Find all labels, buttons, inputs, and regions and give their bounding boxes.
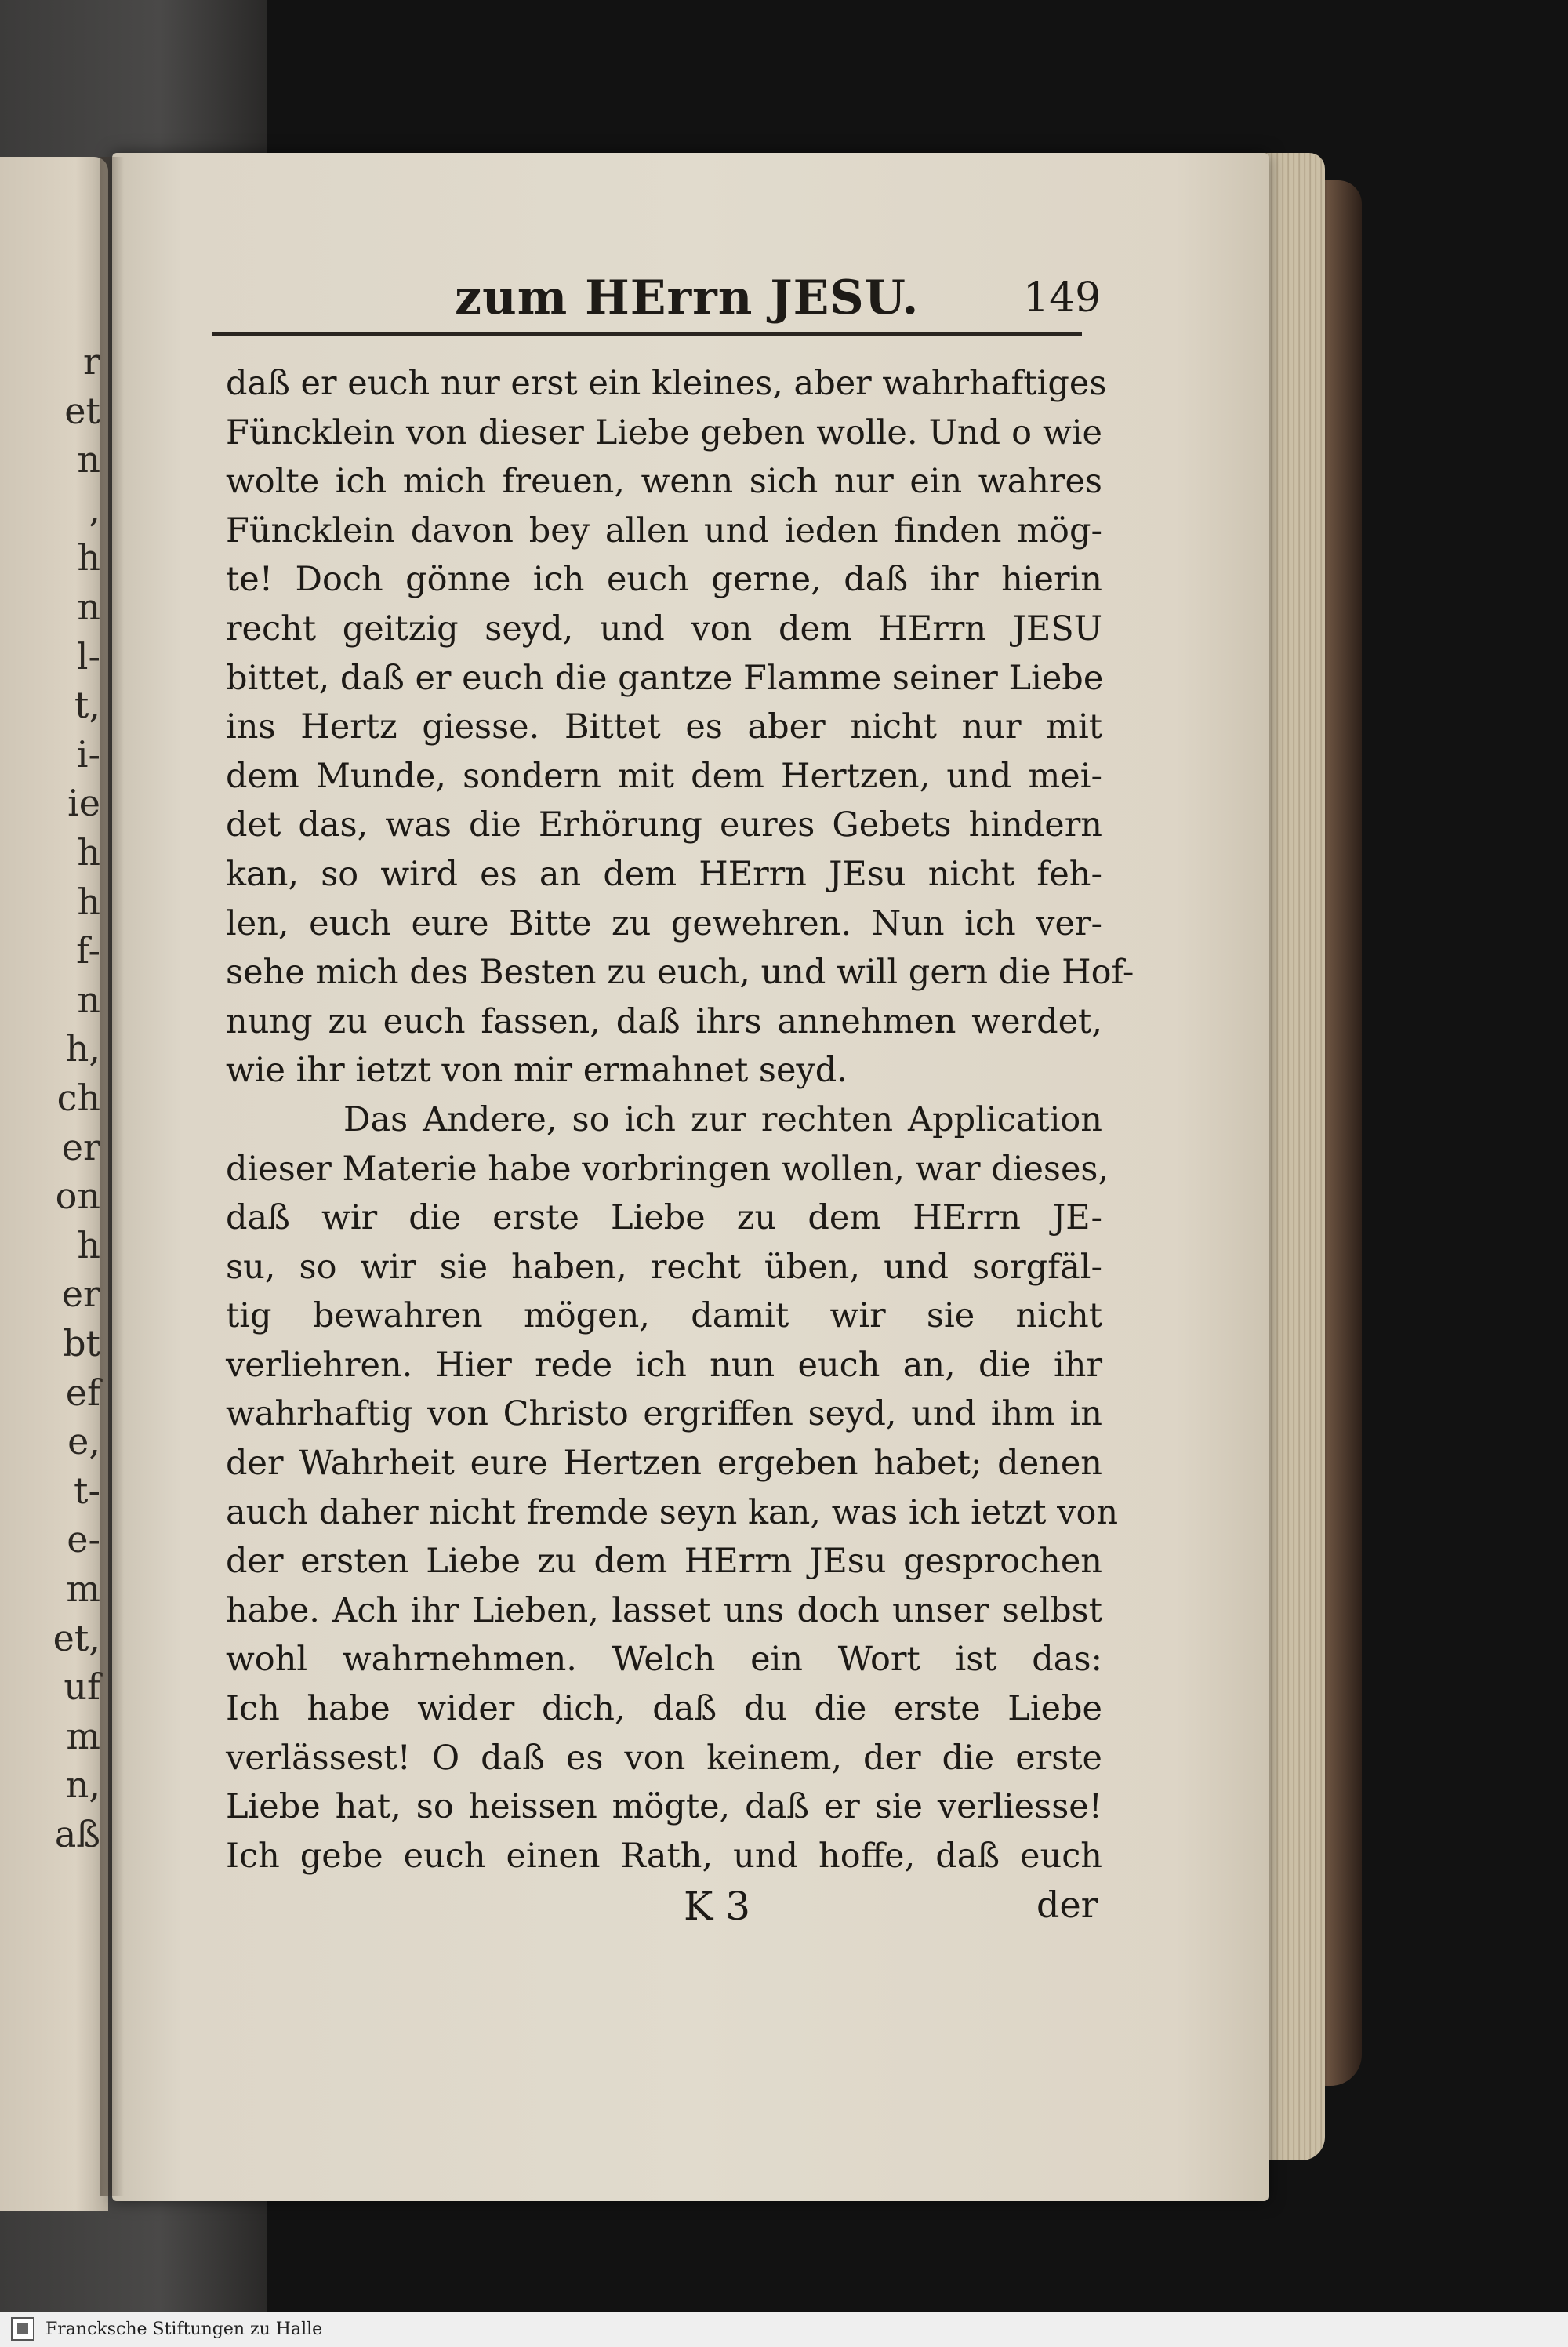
left-page-fragment: r bbox=[83, 340, 100, 383]
text-line: kan, so wird es an dem HErrn JEsu nicht feh- bbox=[226, 854, 1102, 894]
text-line: ins Hertz giesse. Bittet es aber nicht nur mit bbox=[226, 707, 1102, 747]
text-line: Ich gebe euch einen Rath, und hoffe, daß euch bbox=[226, 1836, 1102, 1876]
text-line: wie ihr ietzt von mir ermahnet seyd. bbox=[226, 1051, 848, 1091]
catchword: der bbox=[1036, 1884, 1098, 1926]
institution-logo-icon bbox=[11, 2317, 34, 2341]
left-page-fragment: on bbox=[55, 1175, 100, 1218]
left-page-fragment: f- bbox=[76, 929, 100, 972]
left-page-fragment: bt bbox=[63, 1322, 100, 1364]
book-gutter bbox=[100, 157, 124, 2196]
header-rule bbox=[212, 332, 1082, 336]
left-page-fragment: uf bbox=[64, 1666, 100, 1709]
text-line: auch daher nicht fremde seyn kan, was ich ietzt von bbox=[226, 1492, 1119, 1532]
left-page-fragment: m bbox=[66, 1568, 100, 1610]
text-line: tig bewahren mögen, damit wir sie nicht bbox=[226, 1296, 1102, 1336]
text-line: Füncklein davon bey allen und ieden finden mög- bbox=[226, 510, 1102, 550]
body-text bbox=[226, 359, 1134, 1880]
text-line: dieser Materie habe vorbringen wollen, war dieses, bbox=[226, 1149, 1109, 1189]
left-page-fragment: n bbox=[77, 586, 100, 628]
left-page-fragment: e, bbox=[67, 1420, 100, 1463]
page-number: 149 bbox=[1023, 274, 1102, 322]
left-page-fragment: er bbox=[61, 1125, 100, 1168]
text-line: te! Doch gönne ich euch gerne, daß ihr hierin bbox=[226, 560, 1102, 600]
left-page-fragment: h bbox=[77, 1223, 100, 1266]
left-page-fragment: ie bbox=[67, 782, 100, 825]
left-page-fragment: aß bbox=[54, 1813, 100, 1855]
text-line: bittet, daß er euch die gantze Flamme seiner Liebe bbox=[226, 658, 1104, 698]
text-line: verliehren. Hier rede ich nun euch an, die ihr bbox=[226, 1345, 1102, 1385]
left-facing-page bbox=[0, 157, 108, 2211]
left-page-fragment: ch bbox=[56, 1077, 100, 1119]
text-line: daß wir die erste Liebe zu dem HErrn JE- bbox=[226, 1198, 1102, 1238]
left-page-fragment: , bbox=[89, 487, 100, 530]
text-line: sehe mich des Besten zu euch, und will gern die Hof- bbox=[226, 953, 1134, 993]
left-page-fragment: t, bbox=[74, 684, 100, 727]
left-page-fragment: h bbox=[77, 831, 100, 874]
text-line: dem Munde, sondern mit dem Hertzen, und mei- bbox=[226, 756, 1102, 796]
left-page-fragment: ef bbox=[65, 1371, 100, 1414]
left-page-fragment: e- bbox=[67, 1518, 100, 1561]
text-line: det das, was die Erhörung eures Gebets hindern bbox=[226, 805, 1102, 845]
footer-credit: Francksche Stiftungen zu Halle bbox=[45, 2320, 323, 2339]
signature-mark: K 3 bbox=[684, 1884, 751, 1929]
text-line: nung zu euch fassen, daß ihrs annehmen werdet, bbox=[226, 1001, 1102, 1041]
left-page-fragment: t- bbox=[73, 1469, 100, 1512]
left-page-fragment: n bbox=[77, 438, 100, 481]
text-line: daß er euch nur erst ein kleines, aber wahrhaftiges bbox=[226, 364, 1107, 403]
left-page-fragment: h bbox=[77, 880, 100, 923]
text-line: der ersten Liebe zu dem HErrn JEsu gesprochen bbox=[226, 1542, 1102, 1582]
left-page-fragment: h, bbox=[65, 1027, 100, 1070]
left-page-fragment: n bbox=[77, 978, 100, 1021]
text-line: su, so wir sie haben, recht üben, und sorgfäl- bbox=[226, 1247, 1102, 1287]
text-line: Liebe hat, so heissen mögte, daß er sie verliesse! bbox=[226, 1787, 1102, 1827]
text-line: wolte ich mich freuen, wenn sich nur ein wahres bbox=[226, 462, 1102, 502]
left-page-fragment: er bbox=[61, 1273, 100, 1316]
footer-bar bbox=[0, 2312, 1568, 2347]
left-page-fragment: n, bbox=[65, 1764, 100, 1807]
text-line: Füncklein von dieser Liebe geben wolle. Und o wie bbox=[226, 412, 1102, 452]
text-line: len, euch eure Bitte zu gewehren. Nun ich ver- bbox=[226, 903, 1102, 943]
text-line: Ich habe wider dich, daß du die erste Liebe bbox=[226, 1689, 1102, 1729]
left-page-fragment: et, bbox=[53, 1616, 100, 1659]
left-page-fragment: m bbox=[66, 1714, 100, 1757]
text-line: der Wahrheit eure Hertzen ergeben habet; denen bbox=[226, 1444, 1102, 1484]
running-head: zum HErrn JESU. bbox=[455, 271, 920, 325]
text-line: wahrhaftig von Christo ergriffen seyd, und ihm in bbox=[226, 1394, 1102, 1434]
text-line: verlässest! O daß es von keinem, der die erste bbox=[226, 1738, 1102, 1778]
left-page-fragment: i- bbox=[76, 732, 100, 776]
text-line: recht geitzig seyd, und von dem HErrn JESU bbox=[226, 609, 1102, 649]
left-page-fragment: h bbox=[77, 536, 100, 579]
text-line: habe. Ach ihr Lieben, lasset uns doch unser selbst bbox=[226, 1590, 1102, 1630]
text-line: Das Andere, so ich zur rechten Application bbox=[343, 1099, 1102, 1139]
left-page-fragment: et bbox=[64, 389, 100, 432]
left-page-fragment: l- bbox=[76, 634, 100, 678]
text-line: wohl wahrnehmen. Welch ein Wort ist das: bbox=[226, 1640, 1102, 1680]
